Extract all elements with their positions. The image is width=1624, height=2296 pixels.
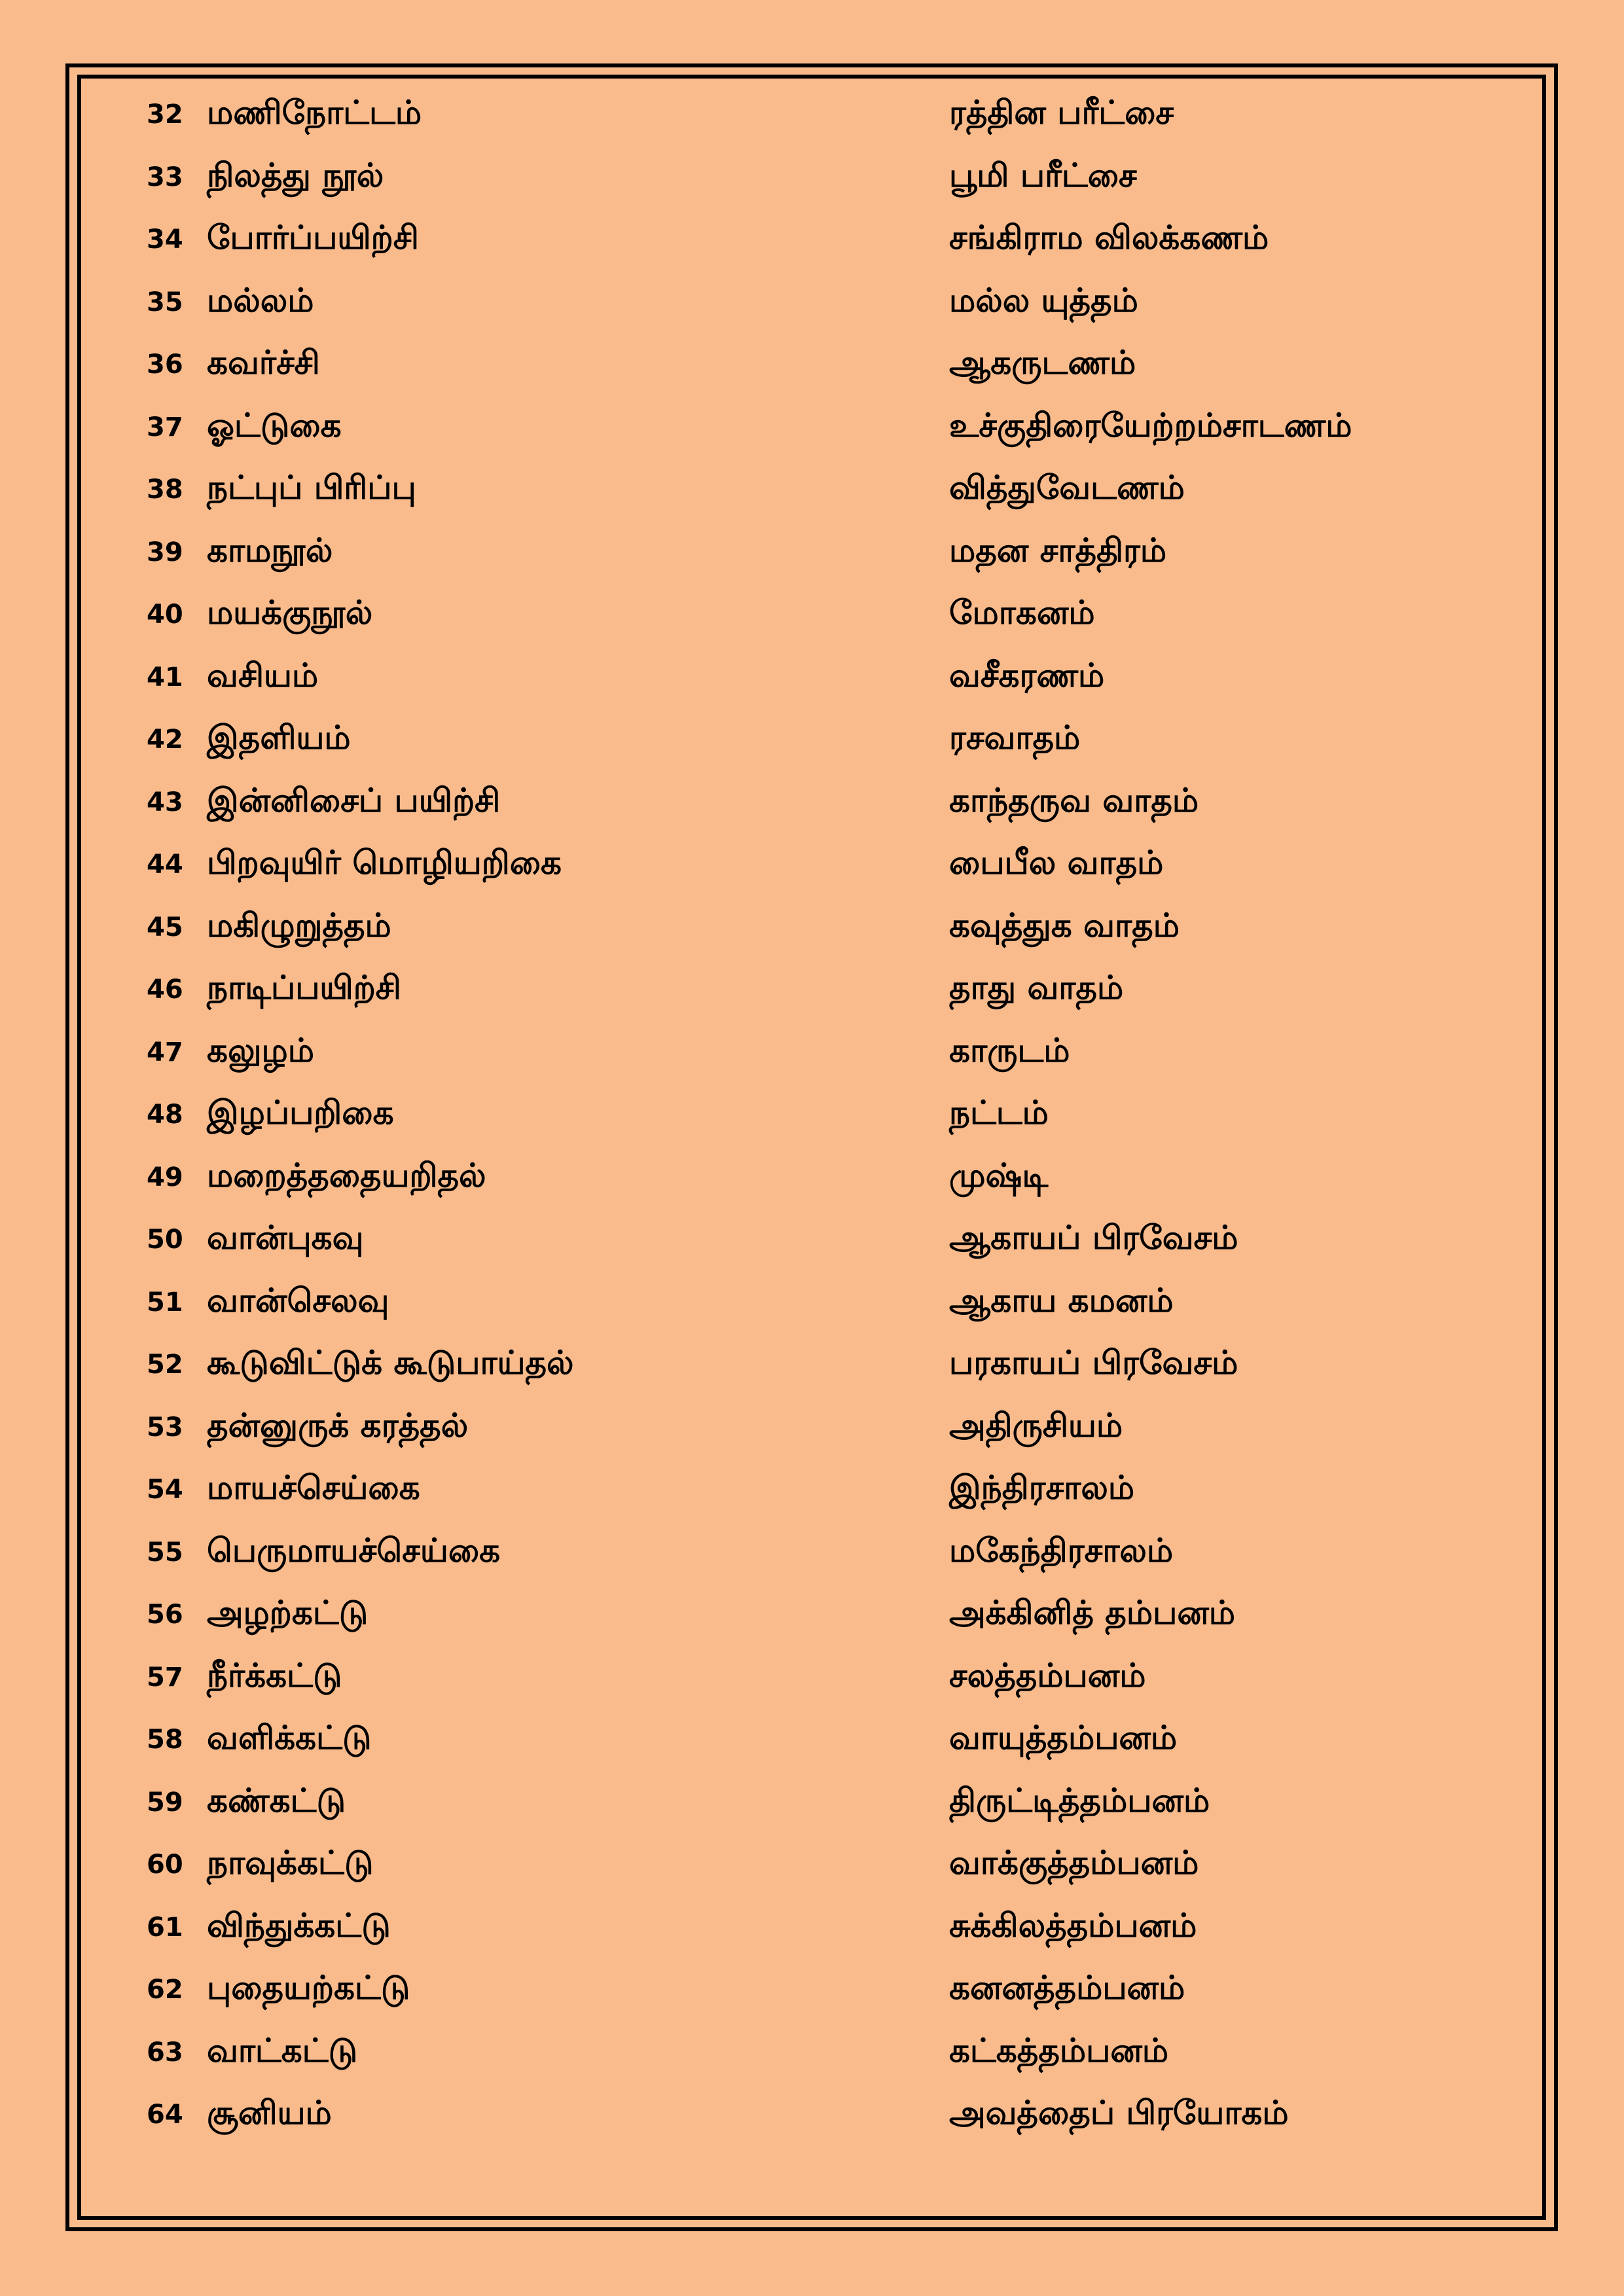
- list-item: [0, 1958, 1624, 2021]
- sanskrit-equivalent: கட்கத்தம்பனம்: [949, 2031, 1169, 2070]
- list-item: [0, 958, 1624, 1021]
- sanskrit-equivalent: ஆகாயப் பிரவேசம்: [949, 1219, 1238, 1257]
- list-item: [0, 1833, 1624, 1896]
- list-item: [0, 333, 1624, 396]
- sanskrit-equivalent: நட்டம்: [949, 1094, 1049, 1132]
- item-number: 36: [147, 350, 183, 380]
- item-number: 57: [147, 1662, 183, 1693]
- sanskrit-equivalent: தாது வாதம்: [949, 969, 1124, 1007]
- tamil-term: நாவுக்கட்டு: [207, 1844, 374, 1882]
- sanskrit-equivalent: பைபீல வாதம்: [949, 844, 1164, 882]
- item-number: 41: [147, 662, 183, 692]
- sanskrit-equivalent: கவுத்துக வாதம்: [949, 906, 1180, 944]
- list-item: [0, 1646, 1624, 1709]
- tamil-term: சூனியம்: [207, 2094, 332, 2132]
- list-item: [0, 1583, 1624, 1646]
- list-item: [0, 458, 1624, 521]
- item-number: 46: [147, 975, 183, 1005]
- tamil-term: காமநூல்: [207, 531, 333, 569]
- tamil-term: மகிழுறுத்தம்: [207, 906, 391, 944]
- item-number: 58: [147, 1725, 183, 1755]
- tamil-term: நிலத்து நூல்: [207, 156, 384, 194]
- sanskrit-equivalent: கனனத்தம்பனம்: [949, 1969, 1185, 2007]
- sanskrit-equivalent: வித்துவேடணம்: [949, 469, 1185, 507]
- item-number: 63: [147, 2037, 183, 2068]
- item-number: 38: [147, 475, 183, 505]
- sanskrit-equivalent: வசீகரணம்: [949, 656, 1105, 694]
- item-number: 43: [147, 787, 183, 817]
- list-item: [0, 1021, 1624, 1084]
- list-item: [0, 521, 1624, 584]
- list-item: [0, 1271, 1624, 1334]
- item-number: 53: [147, 1412, 183, 1443]
- tamil-term: கவர்ச்சி: [207, 344, 320, 382]
- item-number: 40: [147, 600, 183, 630]
- list-item: [0, 646, 1624, 709]
- list-item: [0, 1146, 1624, 1209]
- list-item: [0, 1208, 1624, 1271]
- tamil-term: நாடிப்பயிற்சி: [207, 969, 401, 1007]
- item-number: 61: [147, 1912, 183, 1943]
- list-item: [0, 1333, 1624, 1396]
- list-item: [0, 1396, 1624, 1459]
- list-item: [0, 1458, 1624, 1521]
- tamil-term: ஓட்டுகை: [207, 406, 342, 444]
- sanskrit-equivalent: காருடம்: [949, 1031, 1070, 1069]
- tamil-term: இன்னிசைப் பயிற்சி: [207, 781, 501, 819]
- sanskrit-equivalent: காந்தருவ வாதம்: [949, 781, 1199, 819]
- item-number: 37: [147, 412, 183, 442]
- item-number: 50: [147, 1225, 183, 1255]
- sanskrit-equivalent: வாக்குத்தம்பனம்: [949, 1844, 1199, 1882]
- arts-list: [0, 83, 1624, 2146]
- sanskrit-equivalent: சுக்கிலத்தம்பனம்: [949, 1906, 1197, 1945]
- sanskrit-equivalent: சங்கிராம விலக்கணம்: [949, 219, 1269, 257]
- tamil-term: மல்லம்: [207, 281, 314, 319]
- tamil-term: இதளியம்: [207, 719, 351, 757]
- list-item: [0, 1083, 1624, 1146]
- sanskrit-equivalent: அவத்தைப் பிரயோகம்: [949, 2094, 1289, 2132]
- tamil-term: வளிக்கட்டு: [207, 1719, 372, 1757]
- sanskrit-equivalent: சலத்தம்பனம்: [949, 1656, 1146, 1695]
- sanskrit-equivalent: மதன சாத்திரம்: [949, 531, 1167, 569]
- tamil-term: புதையற்கட்டு: [207, 1969, 410, 2007]
- list-item: [0, 208, 1624, 271]
- list-item: [0, 583, 1624, 646]
- item-number: 64: [147, 2100, 183, 2130]
- list-item: [0, 1708, 1624, 1771]
- list-item: [0, 396, 1624, 459]
- tamil-term: வாட்கட்டு: [207, 2031, 358, 2070]
- list-item: [0, 2021, 1624, 2084]
- item-number: 51: [147, 1287, 183, 1318]
- tamil-term: போர்ப்பயிற்சி: [207, 219, 419, 257]
- item-number: 55: [147, 1537, 183, 1568]
- sanskrit-equivalent: அக்கினித் தம்பனம்: [949, 1594, 1236, 1632]
- sanskrit-equivalent: மல்ல யுத்தம்: [949, 281, 1138, 319]
- sanskrit-equivalent: உச்குதிரையேற்றம்சாடணம்: [949, 406, 1352, 444]
- tamil-term: பிறவுயிர் மொழியறிகை: [207, 844, 562, 882]
- tamil-term: விந்துக்கட்டு: [207, 1906, 391, 1945]
- list-item: [0, 2083, 1624, 2146]
- item-number: 39: [147, 537, 183, 567]
- item-number: 49: [147, 1162, 183, 1193]
- item-number: 42: [147, 725, 183, 755]
- sanskrit-equivalent: இந்திரசாலம்: [949, 1469, 1135, 1507]
- item-number: 54: [147, 1475, 183, 1505]
- item-number: 45: [147, 912, 183, 942]
- tamil-term: அழற்கட்டு: [207, 1594, 369, 1632]
- item-number: 32: [147, 99, 183, 130]
- sanskrit-equivalent: ரசவாதம்: [949, 719, 1081, 757]
- item-number: 59: [147, 1787, 183, 1818]
- sanskrit-equivalent: ஆகாய கமனம்: [949, 1281, 1174, 1319]
- item-number: 48: [147, 1100, 183, 1130]
- list-item: [0, 146, 1624, 209]
- tamil-term: மணிநோட்டம்: [207, 94, 422, 132]
- tamil-term: மாயச்செய்கை: [207, 1469, 420, 1507]
- tamil-term: இழப்பறிகை: [207, 1094, 394, 1132]
- item-number: 60: [147, 1850, 183, 1880]
- sanskrit-equivalent: வாயுத்தம்பனம்: [949, 1719, 1178, 1757]
- item-number: 34: [147, 224, 183, 255]
- list-item: [0, 833, 1624, 896]
- item-number: 35: [147, 287, 183, 317]
- sanskrit-equivalent: ஆகருடணம்: [949, 344, 1136, 382]
- tamil-term: வான்செலவு: [207, 1281, 389, 1319]
- sanskrit-equivalent: முஷ்டி: [949, 1156, 1049, 1194]
- list-item: [0, 771, 1624, 834]
- list-item: [0, 1771, 1624, 1834]
- tamil-term: பெருமாயச்செய்கை: [207, 1531, 501, 1570]
- tamil-term: கலுழம்: [207, 1031, 314, 1069]
- list-item: [0, 896, 1624, 959]
- item-number: 52: [147, 1350, 183, 1380]
- tamil-term: நீர்க்கட்டு: [207, 1656, 342, 1695]
- tamil-term: வான்புகவு: [207, 1219, 364, 1257]
- sanskrit-equivalent: திருட்டித்தம்பனம்: [949, 1781, 1210, 1820]
- sanskrit-equivalent: பூமி பரீட்சை: [949, 156, 1137, 194]
- sanskrit-equivalent: மோகனம்: [949, 594, 1095, 632]
- tamil-term: வசியம்: [207, 656, 319, 694]
- tamil-term: கூடுவிட்டுக் கூடுபாய்தல்: [207, 1344, 574, 1382]
- list-item: [0, 1896, 1624, 1959]
- list-item: [0, 271, 1624, 334]
- item-number: 62: [147, 1975, 183, 2005]
- tamil-term: நட்புப் பிரிப்பு: [207, 469, 416, 507]
- tamil-term: மயக்குநூல்: [207, 594, 373, 632]
- sanskrit-equivalent: பரகாயப் பிரவேசம்: [949, 1344, 1238, 1382]
- item-number: 33: [147, 162, 183, 192]
- item-number: 47: [147, 1037, 183, 1067]
- sanskrit-equivalent: ரத்தின பரீட்சை: [949, 94, 1174, 132]
- tamil-term: மறைத்ததையறிதல்: [207, 1156, 486, 1194]
- sanskrit-equivalent: மகேந்திரசாலம்: [949, 1531, 1174, 1570]
- list-item: [0, 1521, 1624, 1584]
- sanskrit-equivalent: அதிருசியம்: [949, 1406, 1123, 1444]
- item-number: 44: [147, 850, 183, 880]
- tamil-term: தன்னுருக் கரத்தல்: [207, 1406, 469, 1444]
- item-number: 56: [147, 1600, 183, 1630]
- list-item: [0, 83, 1624, 146]
- tamil-term: கண்கட்டு: [207, 1781, 346, 1820]
- list-item: [0, 708, 1624, 771]
